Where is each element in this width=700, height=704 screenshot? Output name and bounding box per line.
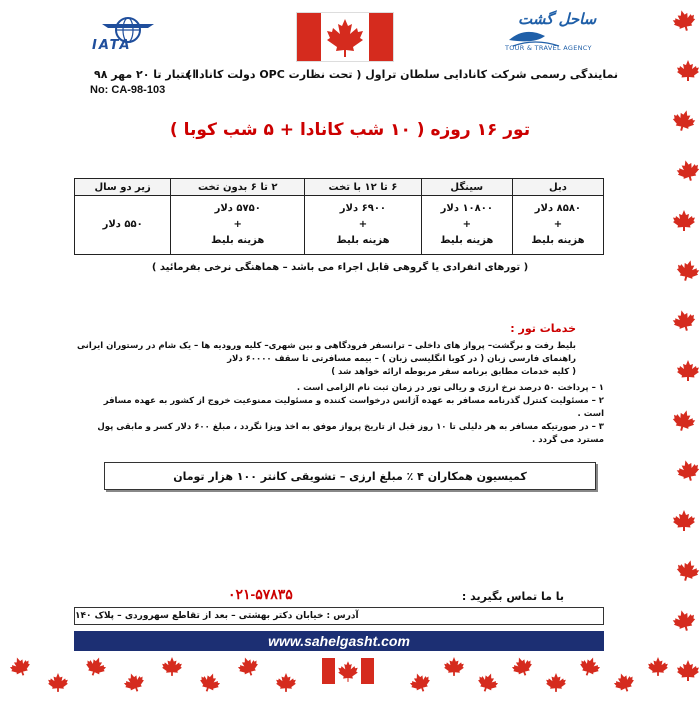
maple-leaf-icon — [671, 107, 698, 133]
brand-tagline: TOUR & TRAVEL AGENCY — [505, 44, 592, 52]
maple-leaf-icon — [673, 210, 695, 231]
maple-leaf-icon — [671, 7, 698, 33]
maple-leaf-icon — [675, 557, 700, 583]
services-line: ( کلیه خدمات مطابق برنامه سفر مربوطه ارائه خواهد شد ) — [331, 367, 576, 377]
terms-list — [92, 382, 604, 447]
services-title: خدمات تور : — [510, 322, 576, 335]
maple-leaf-icon — [612, 670, 637, 695]
maple-leaf-icon — [48, 673, 68, 692]
maple-leaf-border — [670, 0, 700, 700]
terms-line: ۲ – مسئولیت کنترل گذرنامه مسافر به عهده آژانس درخواست کننده و مسئولیت ممنوعیت خروج از کشور به عهده مسافر است . — [103, 396, 604, 419]
maple-leaf-icon — [677, 360, 699, 381]
maple-leaf-icon — [675, 457, 700, 483]
price-table — [74, 178, 604, 255]
validity-date: اعتبار تا ۲۰ مهر ۹۸ — [94, 68, 197, 81]
services-line: بلیط رفت و برگشت– پرواز های داخلی – ترانسفر فرودگاهی و بین شهری– کلیه ورودیه ها – یک شام در رستوران ایرانی — [77, 341, 576, 351]
price-value: ۵۷۵۰ دلار — [214, 203, 261, 214]
price-value: ۱۰۸۰۰ دلار — [440, 203, 493, 214]
maple-leaf-icon — [408, 670, 433, 695]
maple-leaf-icon — [162, 657, 182, 676]
price-cell-child-6-12 — [305, 196, 422, 255]
phone-number[interactable]: ۰۲۱-۵۷۸۳۵ — [228, 586, 293, 602]
maple-leaf-icon — [677, 60, 699, 81]
price-extra: هزینه بلیط — [531, 235, 585, 246]
maple-leaf-icon — [671, 307, 698, 333]
maple-leaf-icon — [577, 654, 602, 679]
maple-leaf-icon — [236, 654, 261, 679]
maple-leaf-icon — [675, 157, 700, 183]
maple-leaf-icon — [197, 670, 222, 695]
maple-leaf-icon — [675, 257, 700, 283]
price-value: ۶۹۰۰ دلار — [339, 203, 387, 214]
canada-flag-icon — [296, 12, 394, 62]
price-value: ۵۵۰ دلار — [102, 219, 143, 230]
maple-leaf-icon — [671, 607, 698, 633]
price-cell-double — [512, 196, 603, 255]
services-list — [76, 340, 576, 379]
price-extra: هزینه بلیط — [440, 235, 494, 246]
maple-leaf-icon — [83, 654, 108, 679]
price-extra: هزینه بلیط — [211, 235, 265, 246]
maple-leaf-icon — [673, 510, 695, 531]
terms-line: ۱ – پرداخت ۵۰ درصد نرخ ارزی و ریالی تور در زمان ثبت نام الزامی است . — [296, 383, 604, 393]
header-single: سینگل — [421, 179, 512, 196]
price-value: ۸۵۸۰ دلار — [534, 203, 582, 214]
maple-leaf-icon — [510, 654, 535, 679]
header-child-6-12: ۶ تا ۱۲ با تخت — [305, 179, 422, 196]
commission-box: کمیسیون همکاران ۴ ٪ مبلغ ارزی – تشویقی کانتر ۱۰۰ هزار تومان — [104, 462, 596, 490]
address-box: آدرس : خیابان دکتر بهشتی – بعد از تقاطع سهروردی – پلاک ۱۴۰ — [74, 607, 604, 625]
maple-leaf-icon — [648, 657, 668, 676]
agency-line: نمایندگی رسمی شرکت کانادایی سلطان تراول ( تحت نظارت OPC دولت کانادا ) — [186, 68, 618, 81]
maple-leaf-icon — [8, 654, 33, 679]
header-child-2-6: ۲ تا ۶ بدون تخت — [171, 179, 305, 196]
price-plus: + — [553, 219, 563, 230]
maple-leaf-icon — [122, 670, 147, 695]
price-plus: + — [358, 219, 368, 230]
price-cell-single — [421, 196, 512, 255]
maple-leaf-icon — [475, 670, 500, 695]
tour-code: No: CA-98-103 — [90, 84, 166, 96]
price-cell-child-2-6 — [171, 196, 305, 255]
bottom-leaf-strip — [0, 644, 700, 700]
page-title: تور ۱۶ روزه ( ۱۰ شب کانادا + ۵ شب کوبا ) — [169, 120, 531, 140]
brand-name: ساحل گشت — [518, 10, 597, 28]
price-extra: هزینه بلیط — [336, 235, 390, 246]
terms-line: ۳ – در صورتیکه مسافر به هر دلیلی تا ۱۰ روز قبل از تاریخ پرواز موفق به اخذ ویزا نگردد ، مبلغ ۶۰۰ دلار کسر و مابقی پول مسترد می گردد . — [97, 422, 604, 445]
price-table-header — [75, 179, 604, 196]
header-infant: زیر دو سال — [75, 179, 171, 196]
group-note: ( تورهای انفرادی یا گروهی قابل اجراء می باشد – هماهنگی نرخی بفرمائید ) — [151, 262, 529, 273]
price-cell-infant — [75, 196, 171, 255]
maple-leaf-icon — [671, 407, 698, 433]
maple-leaf-icon — [276, 673, 296, 692]
services-line: راهنمای فارسی زبان ( در کوبا انگلیسی زبان ) – بیمه مسافرتی تا سقف ۶۰۰۰۰ دلار — [227, 354, 576, 364]
price-table-row — [75, 196, 604, 255]
price-plus: + — [462, 219, 471, 230]
header-double: دبل — [512, 179, 603, 196]
contact-label: با ما تماس بگیرید : — [461, 590, 564, 603]
price-plus: + — [233, 219, 242, 230]
maple-leaf-icon — [444, 657, 464, 676]
website-link[interactable]: www.sahelgasht.com — [74, 631, 604, 651]
iata-logo-text: IATA — [92, 38, 132, 53]
maple-leaf-icon — [546, 673, 566, 692]
